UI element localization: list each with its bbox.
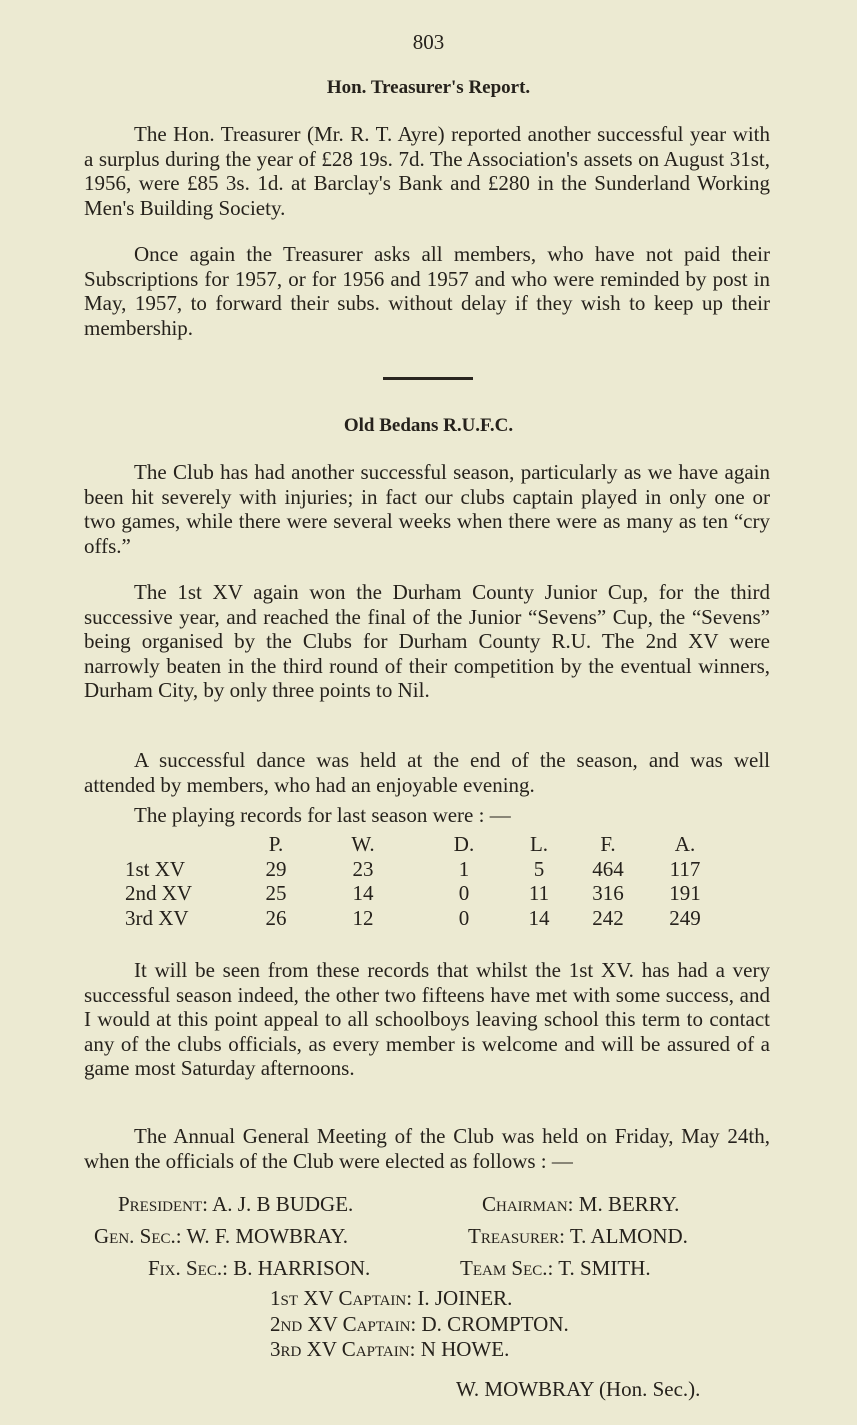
rufc-heading: Old Bedans R.U.F.C. (343, 415, 514, 436)
table-cell: 3rd XV (125, 905, 189, 930)
captain-1st-name: I. JOINER. (417, 1286, 513, 1310)
table-header-cell: W. (351, 832, 375, 856)
section-divider (383, 377, 473, 380)
officials-line-captain-2nd (270, 1312, 569, 1336)
officials-line-team-sec (460, 1256, 651, 1280)
table-cell: 12 (352, 905, 374, 930)
fix-sec-label: Fix. Sec.: (148, 1256, 228, 1280)
playing-records-table (125, 832, 719, 930)
records-intro: The playing records for last season were : — (134, 803, 511, 827)
officials-line-fix-sec (148, 1256, 370, 1280)
president-label: President: (118, 1192, 209, 1216)
captain-1st-label: 1st XV Captain: (270, 1286, 413, 1310)
fix-sec-name: B. HARRISON. (233, 1256, 371, 1280)
table-header-cell: P. (268, 832, 284, 856)
table-cell: 14 (352, 881, 374, 905)
table-row (125, 906, 719, 931)
table-header-cell: F. (600, 832, 616, 856)
treasurer-report-heading: Hon. Treasurer's Report. (326, 77, 531, 98)
table-cell: 11 (528, 881, 550, 905)
table-cell: 23 (352, 856, 374, 881)
table-cell: 29 (265, 856, 287, 881)
table-cell: 1st XV (125, 856, 186, 881)
rufc-paragraph: The Club has had another successful season, particularly as we have again been hit severely with injuries; in fact our clubs captain played in only one or two games, while there were several weeks when there were as many as ten “cry offs.” (84, 460, 770, 558)
signature: W. MOWBRAY (Hon. Sec.). (456, 1377, 701, 1401)
officials-line-president (118, 1192, 353, 1216)
captain-2nd-label: 2nd XV Captain: (270, 1312, 417, 1336)
captain-2nd-name: D. CROMPTON. (421, 1312, 569, 1336)
table-cell: 26 (265, 905, 287, 930)
rufc-paragraph: The 1st XV again won the Durham County Junior Cup, for the third successive year, and reached the final of the Junior “Sevens” Cup, the “Sevens” being organised by the Clubs for Durham County R.U. The 2nd XV were narrowly beaten in the third round of their competition by the eventual winners, Durham City, by only three points to Nil. (84, 580, 770, 702)
table-cell: 191 (669, 881, 701, 905)
table-cell: 1 (458, 856, 470, 881)
team-sec-name: T. SMITH. (558, 1256, 651, 1280)
table-cell: 14 (528, 905, 550, 930)
table-cell: 464 (592, 856, 624, 881)
officials-line-captain-1st (270, 1286, 512, 1310)
rufc-paragraph: The Annual General Meeting of the Club was held on Friday, May 24th, when the officials of the Club were elected as follows : — (84, 1124, 770, 1173)
gen-sec-label: Gen. Sec.: (94, 1224, 182, 1248)
table-cell: 0 (458, 905, 470, 930)
captain-3rd-label: 3rd XV Captain: (270, 1337, 416, 1361)
table-header-cell: D. (453, 832, 475, 856)
table-cell: 249 (669, 905, 701, 930)
page-number: 803 (412, 30, 445, 54)
officials-line-treasurer (468, 1224, 688, 1248)
treasurer-label: Treasurer: (468, 1224, 566, 1248)
team-sec-label: Team Sec.: (460, 1256, 554, 1280)
table-cell: 2nd XV (125, 881, 193, 905)
table-row (125, 881, 719, 906)
table-cell: 5 (533, 856, 545, 881)
captain-3rd-name: N HOWE. (420, 1337, 510, 1361)
table-header-cell (125, 832, 241, 857)
gen-sec-name: W. F. MOWBRAY. (186, 1224, 348, 1248)
officials-line-captain-3rd (270, 1337, 509, 1361)
table-header-cell: A. (674, 832, 696, 856)
treasurer-name: T. ALMOND. (569, 1224, 688, 1248)
table-cell: 316 (592, 881, 624, 905)
rufc-paragraph: A successful dance was held at the end of the season, and was well attended by members, who had an enjoyable evening. (84, 748, 770, 797)
president-name: A. J. B BUDGE. (212, 1192, 354, 1216)
officials-line-gen-sec (94, 1224, 348, 1248)
chairman-name: M. BERRY. (578, 1192, 680, 1216)
rufc-paragraph: It will be seen from these records that whilst the 1st XV. has had a very successful season indeed, the other two fifteens have met with some success, and I would at this point appeal to all schoolboys leaving school this term to contact any of the clubs officials, as every member is welcome and will be assured of a game most Saturday afternoons. (84, 958, 770, 1080)
table-header-row (125, 832, 719, 857)
table-cell: 0 (458, 881, 470, 905)
officials-line-chairman (482, 1192, 679, 1216)
table-header-cell: L. (529, 832, 549, 856)
table-cell: 117 (669, 856, 701, 881)
table-cell: 25 (265, 881, 287, 905)
treasurer-paragraph: Once again the Treasurer asks all members, who have not paid their Subscriptions for 1957, or for 1956 and 1957 and who were reminded by post in May, 1957, to forward their subs. without delay if they wish to keep up their membership. (84, 242, 770, 340)
table-row (125, 857, 719, 882)
treasurer-paragraph: The Hon. Treasurer (Mr. R. T. Ayre) reported another successful year with a surplus during the year of £28 19s. 7d. The Association's assets on August 31st, 1956, were £85 3s. 1d. at Barclay's Bank and £280 in the Sunderland Working Men's Building Society. (84, 122, 770, 220)
chairman-label: Chairman: (482, 1192, 574, 1216)
table-cell: 242 (592, 905, 624, 930)
